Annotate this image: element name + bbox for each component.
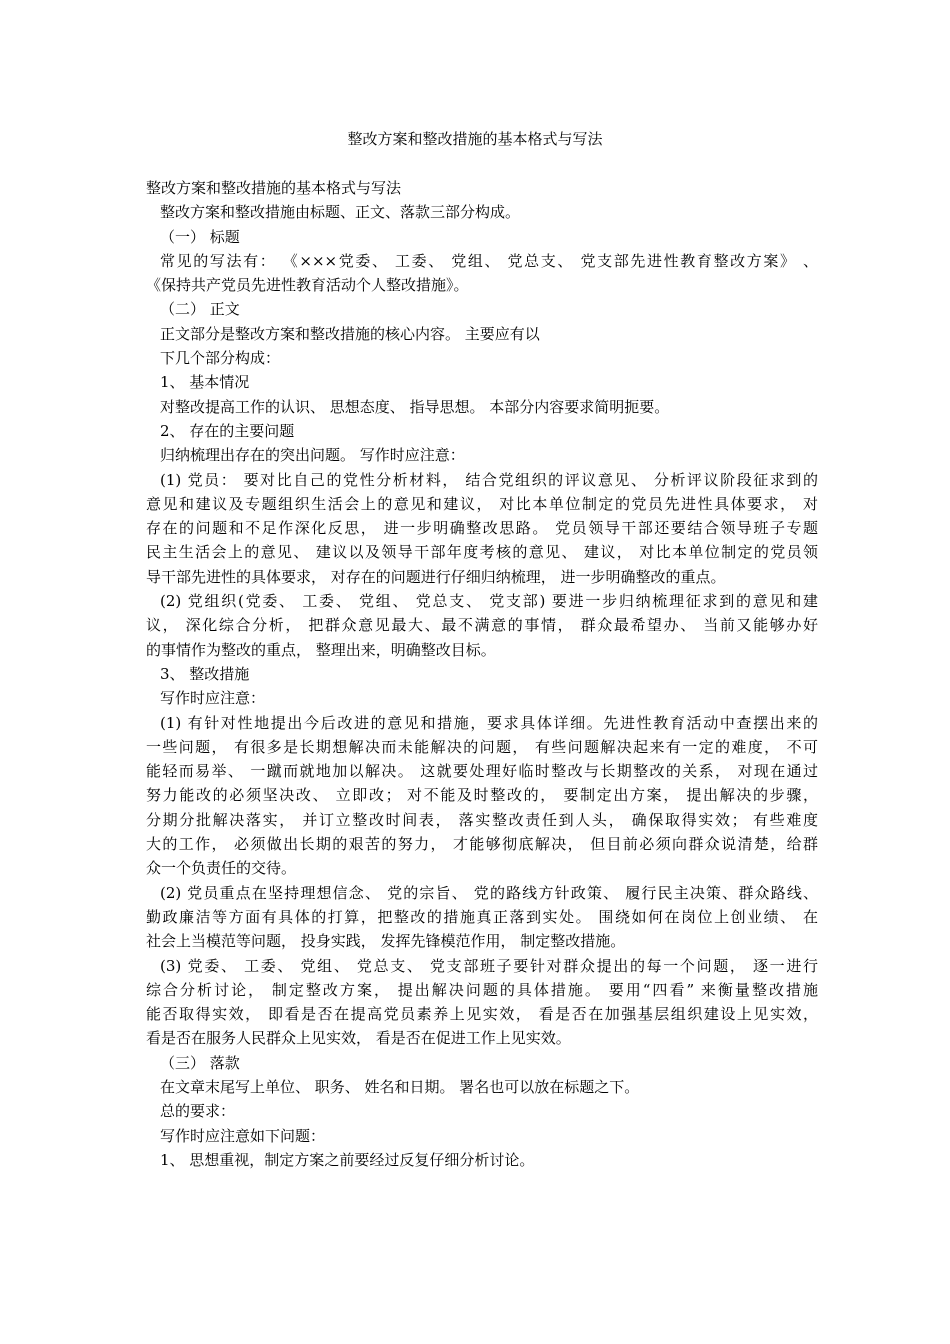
text-line: 1、 基本情况 (160, 373, 250, 392)
text-line: 归纳梳理出存在的突出问题。 写作时应注意： (160, 446, 465, 465)
text-line: （二） 正文 (160, 300, 240, 319)
text-line: (2) 党组织(党委、 工委、 党组、 党总支、 党支部) 要进一步归纳梳理征求到的意见和建 (160, 592, 818, 611)
text-line: 看是否在服务人民群众上见实效， 看是否在促进工作上见实效。 (146, 1029, 571, 1048)
text-line: 勤政廉洁等方面有具体的打算，把整改的措施真正落到实处。 围绕如何在岗位上创业绩、 在 (146, 907, 818, 926)
text-line: （三） 落款 (160, 1053, 240, 1072)
text-line: 民主生活会上的意见、 建议以及领导干部年度考核的意见、 建议， 对比本单位制定的党员领 (146, 543, 818, 562)
text-line: 2、 存在的主要问题 (160, 421, 295, 440)
text-line: （一） 标题 (160, 227, 240, 246)
text-line: 大的工作， 必须做出长期的艰苦的努力， 才能够彻底解决， 但目前必须向群众说清楚，给群 (146, 835, 818, 854)
text-line: 能否取得实效， 即看是否在提高党员素养上见实效， 看是否在加强基层组织建设上见实效， (146, 1005, 818, 1024)
text-line: 常见的写法有： 《×××党委、 工委、 党组、 党总支、 党支部先进性教育整改方案》 、 (160, 251, 818, 270)
text-line: 写作时应注意如下问题： (160, 1126, 326, 1145)
text-line: 整改方案和整改措施由标题、正文、落款三部分构成。 (160, 203, 521, 222)
text-line: 《保持共产党员先进性教育活动个人整改措施》。 (146, 276, 469, 295)
document-title: 整改方案和整改措施的基本格式与写法 (347, 130, 603, 148)
text-line: 导干部先进性的具体要求， 对存在的问题进行仔细归纳梳理， 进一步明确整改的重点。 (146, 567, 726, 586)
text-line: 1、 思想重视，制定方案之前要经过反复仔细分析讨论。 (160, 1150, 535, 1169)
text-line: 意见和建议及专题组织生活会上的意见和建议， 对比本单位制定的党员先进性具体要求， 对 (146, 494, 818, 513)
text-line: 写作时应注意： (160, 689, 266, 708)
text-line: 综合分析讨论， 制定整改方案， 提出解决问题的具体措施。 要用“四看” 来衡量整改措施 (146, 980, 818, 999)
text-line: 分期分批解决落实， 并订立整改时间表， 落实整改责任到人头， 确保取得实效； 有些难度 (146, 810, 818, 829)
text-line: 整改方案和整改措施的基本格式与写法 (146, 179, 402, 197)
text-line: 下几个部分构成： (160, 349, 281, 368)
text-line: 正文部分是整改方案和整改措施的核心内容。 主要应有以 (160, 324, 540, 343)
text-line: 3、 整改措施 (160, 664, 250, 683)
text-line: 努力能改的必须坚决改、 立即改； 对不能及时整改的， 要制定出方案， 提出解决的步骤， (146, 786, 818, 805)
text-line: 的事情作为整改的重点， 整理出来，明确整改目标。 (146, 640, 496, 659)
text-line: 存在的问题和不足作深化反思， 进一步明确整改思路。 党员领导干部还要结合领导班子专题 (146, 519, 818, 538)
text-line: 在文章末尾写上单位、 职务、 姓名和日期。 署名也可以放在标题之下。 (160, 1077, 640, 1096)
text-line: 总的要求： (160, 1102, 236, 1121)
text-line: 对整改提高工作的认识、 思想态度、 指导思想。 本部分内容要求简明扼要。 (160, 397, 670, 416)
text-line: (3) 党委、 工委、 党组、 党总支、 党支部班子要针对群众提出的每一个问题， 逐一进行 (160, 956, 818, 975)
text-line: (2) 党员重点在坚持理想信念、 党的宗旨、 党的路线方针政策、 履行民主决策、群众路线、 (160, 883, 818, 902)
document-body (146, 176, 818, 1172)
text-line: (1) 党员： 要对比自己的党性分析材料， 结合党组织的评议意见、 分析评议阶段征求到的 (160, 470, 818, 489)
text-line: 一些问题， 有很多是长期想解决而未能解决的问题， 有些问题解决起来有一定的难度， 不可 (146, 737, 818, 756)
text-line: 众一个负责任的交待。 (146, 859, 297, 878)
text-line: (1) 有针对性地提出今后改进的意见和措施，要求具体详细。先进性教育活动中查摆出来的 (160, 713, 818, 732)
text-line: 能轻而易举、 一蹴而就地加以解决。 这就要处理好临时整改与长期整改的关系， 对现在通过 (146, 762, 818, 781)
text-line: 议， 深化综合分析， 把群众意见最大、最不满意的事情， 群众最希望办、 当前又能够办好 (146, 616, 818, 635)
text-line: 社会上当模范等问题， 投身实践， 发挥先锋模范作用， 制定整改措施。 (146, 932, 626, 951)
